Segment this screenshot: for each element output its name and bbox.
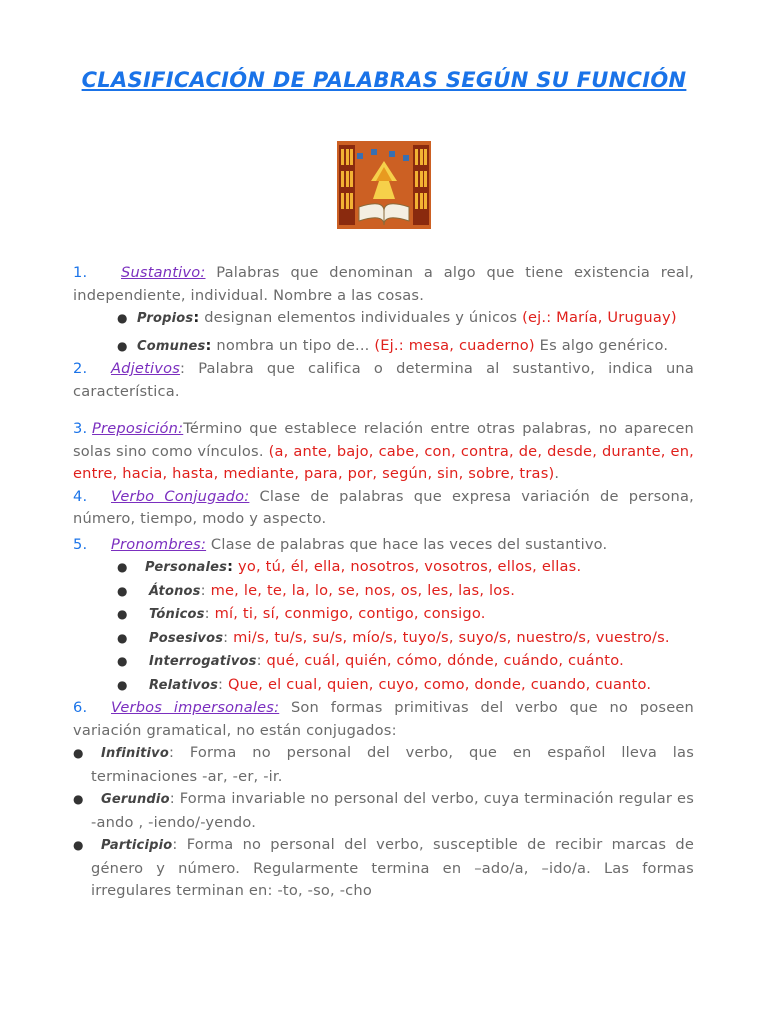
item-colon: : [227,558,234,575]
section-heading: Sustantivo: [121,264,206,281]
section-text: Clase de palabras que hace las veces del sustantivo. [206,535,608,553]
list-item [73,603,694,627]
section-preposicion [73,418,694,486]
list-item [73,580,694,604]
item-example: mi/s, tu/s, su/s, mío/s, tuyo/s, suyo/s, nuestro/s, vuestro/s. [228,628,670,646]
page-title: CLASIFICACIÓN DE PALABRAS SEGÚN SU FUNCIÓN [81,68,687,92]
bullet-icon: ● [73,792,84,806]
item-term: Personales [145,560,228,575]
item-text: nombra un tipo de... [211,336,375,354]
item-example: (Ej.: mesa, cuaderno) [374,336,535,354]
item-text: designan elementos individuales y únicos [199,309,523,326]
list-item [73,627,694,651]
section-number: 4. [73,487,88,505]
item-colon: : [256,652,262,669]
document-body [73,262,694,903]
item-colon: : [205,336,212,354]
section-text: Clase de palabras que expresa variación de persona, número, tiempo, modo y aspecto. [73,487,694,527]
bullet-icon: ● [117,583,128,598]
section-text: Palabras que denominan a algo que tiene existencia real, independiente, individual. Nombre a las cosas. [73,264,694,304]
section-heading: Verbo Conjugado: [111,487,250,505]
item-term: Gerundio [101,792,170,807]
bullet-icon: ● [117,311,128,325]
section-text: : Palabra que califica o determina al sustantivo, indica una característica. [73,360,694,400]
section-sustantivo [73,262,694,307]
bullet-icon: ● [117,654,128,668]
list-item [73,307,694,331]
item-colon: : [193,309,200,326]
list-item [73,788,694,834]
list-item [73,335,694,359]
item-term: Comunes [137,338,206,354]
section-heading: Pronombres: [111,535,207,553]
item-term: Infinitivo [101,746,169,761]
section-verbos-impersonales [73,697,694,742]
item-term: Relativos [149,677,219,693]
item-after: Es algo genérico. [534,336,669,354]
bullet-icon: ● [73,746,84,760]
section-adjetivos [73,358,694,403]
bullet-icon: ● [73,838,84,852]
item-example: qué, cuál, quién, cómo, dónde, cuándo, cuánto. [261,652,624,669]
section-pronombres [73,534,694,557]
section-number: 6. [73,699,88,716]
section-verbo-conjugado [73,486,694,531]
item-term: Propios [137,311,194,326]
item-term: Interrogativos [149,654,257,669]
books-library-illustration [337,141,431,229]
section-number: 5. [73,535,88,553]
item-term: Tónicos [149,607,205,622]
item-example: me, le, te, la, lo, se, nos, os, les, las, los. [205,581,516,599]
list-item [73,742,694,788]
bullet-icon: ● [117,630,128,645]
item-term: Participio [101,838,173,853]
section-example: (a, ante, bajo, cabe, con, contra, de, desde, durante, en, entre, hacia, hasta, mediante, para, por, según, sin, sobre, tras) [73,442,694,482]
item-example: (ej.: María, Uruguay) [522,309,677,326]
section-text: Son formas primitivas del verbo que no poseen variación gramatical, no están conjugados: [73,699,694,739]
item-example: Que, el cual, quien, cuyo, como, donde, cuando, cuanto. [223,675,652,693]
list-item [73,556,694,580]
item-colon: : [218,675,224,693]
bullet-icon: ● [117,560,128,574]
item-text: : Forma no personal del verbo, que en español lleva las terminaciones -ar, -er, -ir. [91,744,694,785]
section-number: 1. [73,264,88,281]
item-term: Posesivos [149,630,224,646]
item-text: : Forma no personal del verbo, susceptible de recibir marcas de género y número. Regularmente termina en –ado/a, –ido/a. Las formas irregulares terminan en: -to, -so, -cho [91,836,694,899]
item-term: Átonos [149,583,201,599]
item-colon: : [204,605,210,622]
list-item [73,650,694,674]
bullet-icon: ● [117,607,128,621]
list-item [73,834,694,903]
item-colon: : [223,628,229,646]
section-heading: Verbos impersonales: [111,699,280,716]
section-number: 2. [73,360,88,377]
item-colon: : [200,581,206,599]
bullet-icon: ● [117,338,128,353]
item-example: yo, tú, él, ella, nosotros, vosotros, ellos, ellas. [233,558,582,575]
list-item [73,674,694,698]
section-heading: Adjetivos [111,360,181,377]
section-after: . [554,465,560,482]
section-number: 3. [73,420,88,437]
item-example: mí, ti, sí, conmigo, contigo, consigo. [209,605,486,622]
section-heading: Preposición: [92,420,184,437]
item-text: : Forma invariable no personal del verbo, cuya terminación regular es -ando , -iendo/-yendo. [91,790,694,831]
bullet-icon: ● [117,677,128,692]
section-text: Término que establece relación entre otras palabras, no aparecen solas sino como vínculos. [73,420,694,460]
